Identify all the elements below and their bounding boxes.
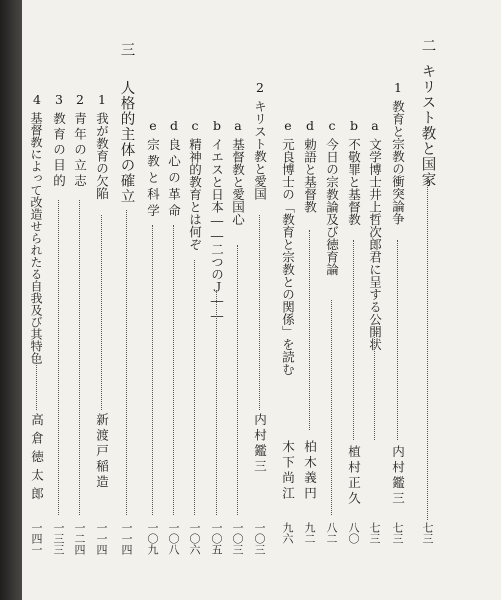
- page-edge-shadow: [0, 0, 22, 600]
- toc-entry-title: 基督教と愛国心: [230, 138, 246, 226]
- dot-leader: [58, 200, 60, 515]
- dot-leader: [374, 330, 376, 440]
- toc-entry-title: 教育と宗教の衝突論争: [390, 100, 406, 225]
- toc-entry-label: c: [187, 118, 203, 133]
- dot-leader: [194, 260, 196, 515]
- toc-entry-title: イエスと日本――二つのＪ――: [209, 138, 225, 323]
- toc-entry-title: 文学博士井上哲次郎君に呈する公開状: [367, 138, 383, 351]
- toc-entry-title: 精神的教育とは何ぞ: [187, 138, 203, 251]
- page-number: 九六: [281, 522, 294, 544]
- dot-leader: [173, 225, 175, 515]
- page-number: 一〇六: [188, 522, 201, 555]
- section-title: 人格的主体の確立: [118, 80, 135, 204]
- toc-entry-title: 青年の立志: [72, 112, 88, 190]
- page-number: 九二: [303, 522, 316, 544]
- dot-leader: [101, 215, 103, 410]
- page-number: 一〇五: [210, 522, 223, 555]
- toc-entry-title: 宗教と科学: [145, 138, 161, 221]
- toc-entry-author: 内村鑑三: [390, 445, 406, 507]
- page-number: 八二: [325, 522, 338, 544]
- dot-leader: [126, 210, 128, 515]
- toc-entry-title: 我が教育の欠陥: [94, 112, 110, 200]
- toc-entry-label: d: [302, 118, 318, 133]
- dot-leader: [331, 300, 333, 515]
- toc-entry-author: 木下尚江: [280, 440, 296, 502]
- toc-entry-label: 1: [94, 92, 110, 107]
- toc-entry-label: a: [230, 118, 246, 133]
- page-number: 一三三: [52, 522, 65, 555]
- page-number: 一四一: [30, 522, 43, 555]
- dot-leader: [79, 200, 81, 515]
- toc-entry-label: 2: [252, 80, 268, 95]
- toc-entry-label: b: [346, 118, 362, 133]
- toc-entry-title: 今日の宗教論及び徳育論: [324, 138, 340, 276]
- page-number: 一〇九: [146, 522, 159, 555]
- toc-entry-label: 1: [390, 80, 406, 95]
- toc-entry-author: 内村鑑三: [252, 413, 268, 475]
- page-number: 七三: [391, 522, 404, 544]
- toc-entry-label: d: [166, 118, 182, 133]
- toc-entry-title: 基督教によって改造せられたる自我及び其特色: [29, 112, 43, 364]
- page-number: 一〇三: [253, 522, 266, 555]
- dot-leader: [353, 240, 355, 440]
- dot-leader: [397, 240, 399, 440]
- toc-entry-title: キリスト教と愛国: [252, 100, 268, 200]
- dot-leader: [259, 215, 261, 410]
- toc-entry-author: 高倉徳太郎: [29, 413, 45, 506]
- page-number: 八〇: [347, 522, 360, 544]
- toc-entry-label: 3: [51, 92, 67, 107]
- dot-leader: [237, 245, 239, 515]
- dot-leader: [36, 360, 38, 410]
- toc-entry-label: a: [367, 118, 383, 133]
- toc-page: [22, 0, 501, 600]
- page-number: 一〇八: [167, 522, 180, 555]
- page-number: 一一四: [95, 522, 108, 555]
- toc-entry-author: 新渡戸稲造: [94, 413, 110, 491]
- section-number: 二: [419, 38, 436, 54]
- toc-entry-label: c: [324, 118, 340, 133]
- toc-entry-title: 不敬罪と基督教: [346, 138, 362, 226]
- toc-entry-title: 良心の革命: [166, 138, 182, 221]
- page-number: 一二四: [73, 522, 86, 555]
- toc-entry-label: e: [280, 118, 296, 133]
- section-title: キリスト教と国家: [419, 63, 436, 188]
- toc-entry-label: 2: [72, 92, 88, 107]
- dot-leader: [216, 290, 218, 515]
- toc-entry-title: 教育の目的: [51, 112, 67, 190]
- toc-entry-title: 元良博士の「教育と宗教との関係」を読む: [280, 138, 296, 376]
- section-heading-2: [420, 38, 435, 188]
- toc-entry-label: e: [145, 118, 161, 133]
- dot-leader: [309, 230, 311, 430]
- toc-entry-author: 柏木義円: [302, 440, 318, 502]
- page-number: 七三: [421, 522, 434, 544]
- dot-leader: [427, 180, 429, 520]
- toc-entry-author: 植村正久: [346, 445, 362, 507]
- dot-leader: [152, 225, 154, 515]
- toc-entry-label: 4: [29, 92, 45, 107]
- toc-entry-label: b: [209, 118, 225, 133]
- page-number: 一〇三: [231, 522, 244, 555]
- page-number: 一一四: [120, 522, 133, 555]
- toc-entry-title: 勅語と基督教: [302, 138, 318, 213]
- page-number: 七三: [368, 522, 381, 544]
- section-number: 三: [118, 42, 135, 57]
